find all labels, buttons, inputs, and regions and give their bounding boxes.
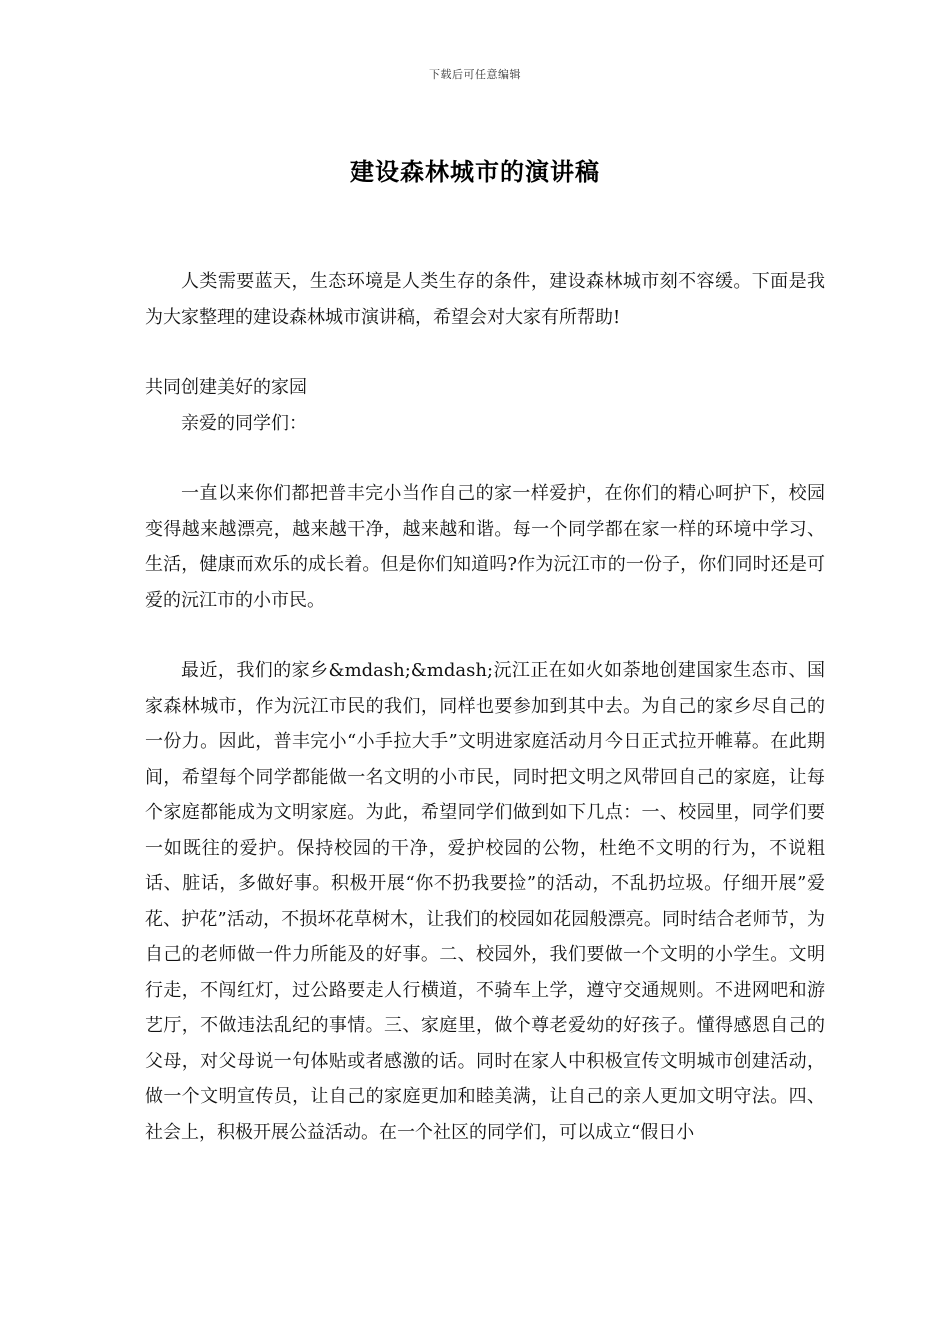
body-paragraph-1: 一直以来你们都把普丰完小当作自己的家一样爱护，在你们的精心呵护下，校园变得越来越漂亮，越来越干净，越来越和谐。每一个同学都在家一样的环境中学习、生活，健康而欢乐的成长着。但是你们知道吗?作为沅江市的一份子，你们同时还是可爱的沅江市的小市民。 (145, 483, 825, 611)
speech-title: 共同创建美好的家园 (145, 377, 307, 398)
body-paragraph-2: 最近，我们的家乡&mdash;&mdash;沅江正在如火如荼地创建国家生态市、国家森林城市，作为沅江市民的我们，同样也要参加到其中去。为自己的家乡尽自己的一份力。因此，普丰完小“小手拉大手”文明进家庭活动月今日正式拉开帷幕。在此期间，希望每个同学都能做一名文明的小市民，同时把文明之风带回自己的家庭，让每个家庭都能成为文明家庭。为此，希望同学们做到如下几点：一、校园里，同学们要一如既往的爱护。保持校园的干净，爱护校园的公物，杜绝不文明的行为，不说粗话、脏话，多做好事。积极开展“你不扔我要捡”的活动，不乱扔垃圾。仔细开展”爱花、护花”活动，不损坏花草树木，让我们的校园如花园般漂亮。同时结合老师节，为自己的老师做一件力所能及的好事。二、校园外，我们要做一个文明的小学生。文明行走，不闯红灯，过公路要走人行横道，不骑车上学，遵守交通规则。不进网吧和游艺厅，不做违法乱纪的事情。三、家庭里，做个尊老爱幼的好孩子。懂得感恩自己的父母，对父母说一句体贴或者感激的话。同时在家人中积极宣传文明城市创建活动，做一个文明宣传员，让自己的家庭更加和睦美满，让自己的亲人更加文明守法。四、社会上，积极开展公益活动。在一个社区的同学们，可以成立“假日小 (145, 660, 825, 1143)
header-note: 下载后可任意编辑 (429, 68, 521, 81)
intro-paragraph: 人类需要蓝天，生态环境是人类生存的条件，建设森林城市刻不容缓。下面是我为大家整理的建设森林城市演讲稿，希望会对大家有所帮助! (145, 271, 825, 328)
document-title: 建设森林城市的演讲稿 (350, 157, 600, 186)
document-body (145, 264, 825, 1150)
salutation: 亲爱的同学们： (181, 412, 307, 434)
